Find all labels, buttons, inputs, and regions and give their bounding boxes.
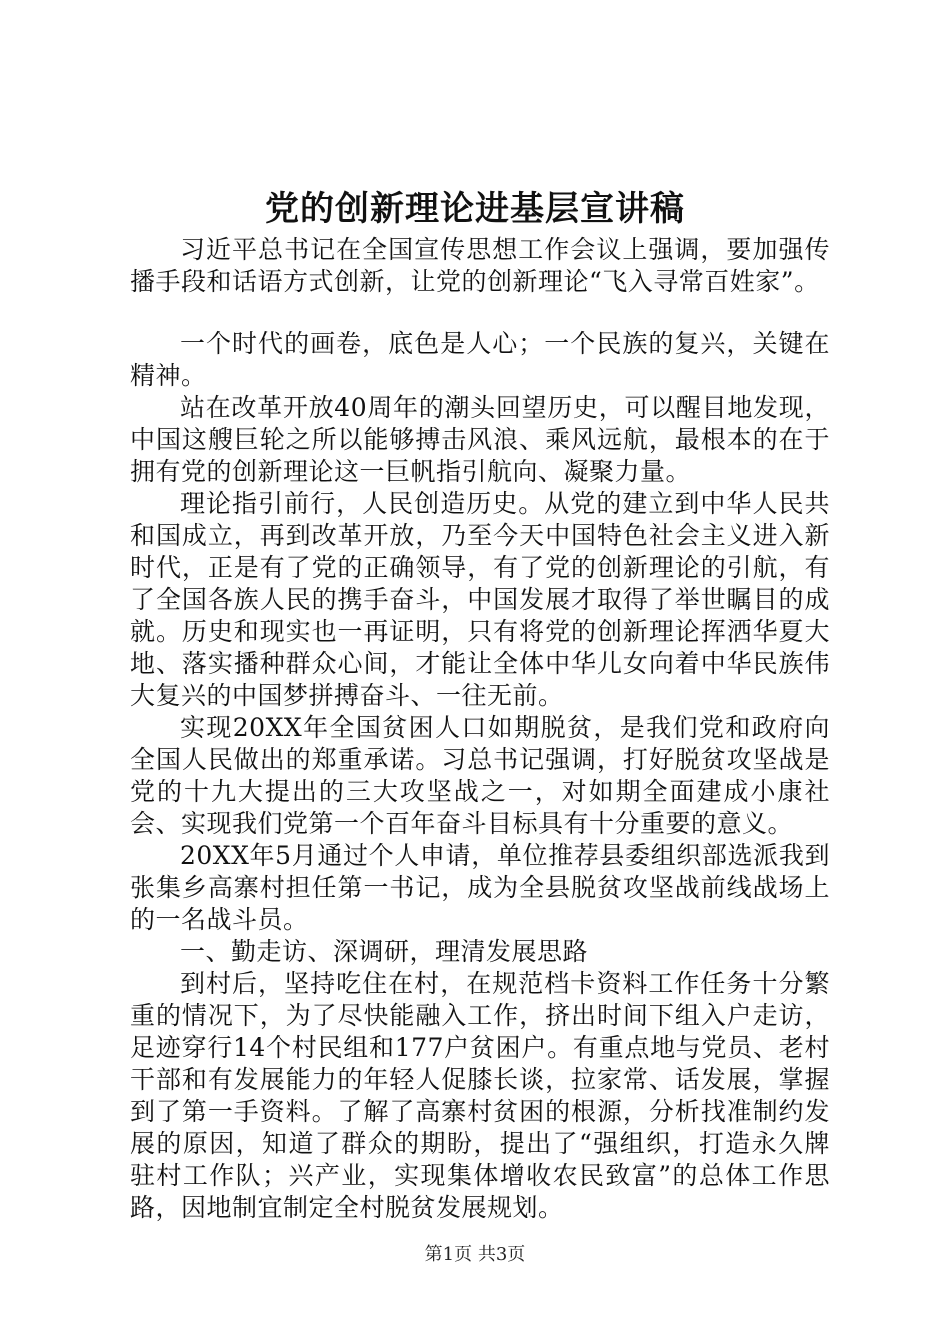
paragraph: 实现20XX年全国贫困人口如期脱贫，是我们党和政府向全国人民做出的郑重承诺。习总书记强调，打好脱贫攻坚战是党的十九大提出的三大攻坚战之一，对如期全面建成小康社会、实现我们党第一个百年奋斗目标具有十分重要的意义。 — [130, 713, 830, 838]
document-body — [130, 234, 830, 1224]
paragraph: 理论指引前行，人民创造历史。从党的建立到中华人民共和国成立，再到改革开放，乃至今天中国特色社会主义进入新时代，正是有了党的正确领导，有了党的创新理论的引航，有了全国各族人民的携手奋斗，中国发展才取得了举世瞩目的成就。历史和现实也一再证明，只有将党的创新理论挥洒华夏大地、落实播种群众心间，才能让全体中华儿女向着中华民族伟大复兴的中国梦拼搏奋斗、一往无前。 — [130, 489, 830, 710]
page-footer: 第1页 共3页 — [424, 1244, 526, 1265]
section-heading: 一、勤走访、深调研，理清发展思路 — [180, 937, 589, 966]
paragraph: 站在改革开放40周年的潮头回望历史，可以醒目地发现，中国这艘巨轮之所以能够搏击风浪、乘风远航，最根本的在于拥有党的创新理论这一巨帆指引航向、凝聚力量。 — [130, 393, 830, 486]
paragraph: 一个时代的画卷，底色是人心；一个民族的复兴，关键在精神。 — [130, 329, 830, 390]
paragraph: 习近平总书记在全国宣传思想工作会议上强调，要加强传播手段和话语方式创新，让党的创新理论“飞入寻常百姓家”。 — [130, 235, 830, 296]
paragraph: 到村后，坚持吃住在村，在规范档卡资料工作任务十分繁重的情况下，为了尽快能融入工作，挤出时间下组入户走访，足迹穿行14个村民组和177户贫困户。有重点地与党员、老村干部和有发展能力的年轻人促膝长谈，拉家常、话发展，掌握到了第一手资料。了解了高寨村贫困的根源，分析找准制约发展的原因，知道了群众的期盼，提出了“强组织，打造永久牌驻村工作队；兴产业，实现集体增收农民致富”的总体工作思路，因地制宜制定全村脱贫发展规划。 — [130, 969, 830, 1222]
document-title: 党的创新理论进基层宣讲稿 — [265, 189, 685, 229]
paragraph: 20XX年5月通过个人申请，单位推荐县委组织部选派我到张集乡高寨村担任第一书记，成为全县脱贫攻坚战前线战场上的一名战斗员。 — [130, 841, 830, 934]
